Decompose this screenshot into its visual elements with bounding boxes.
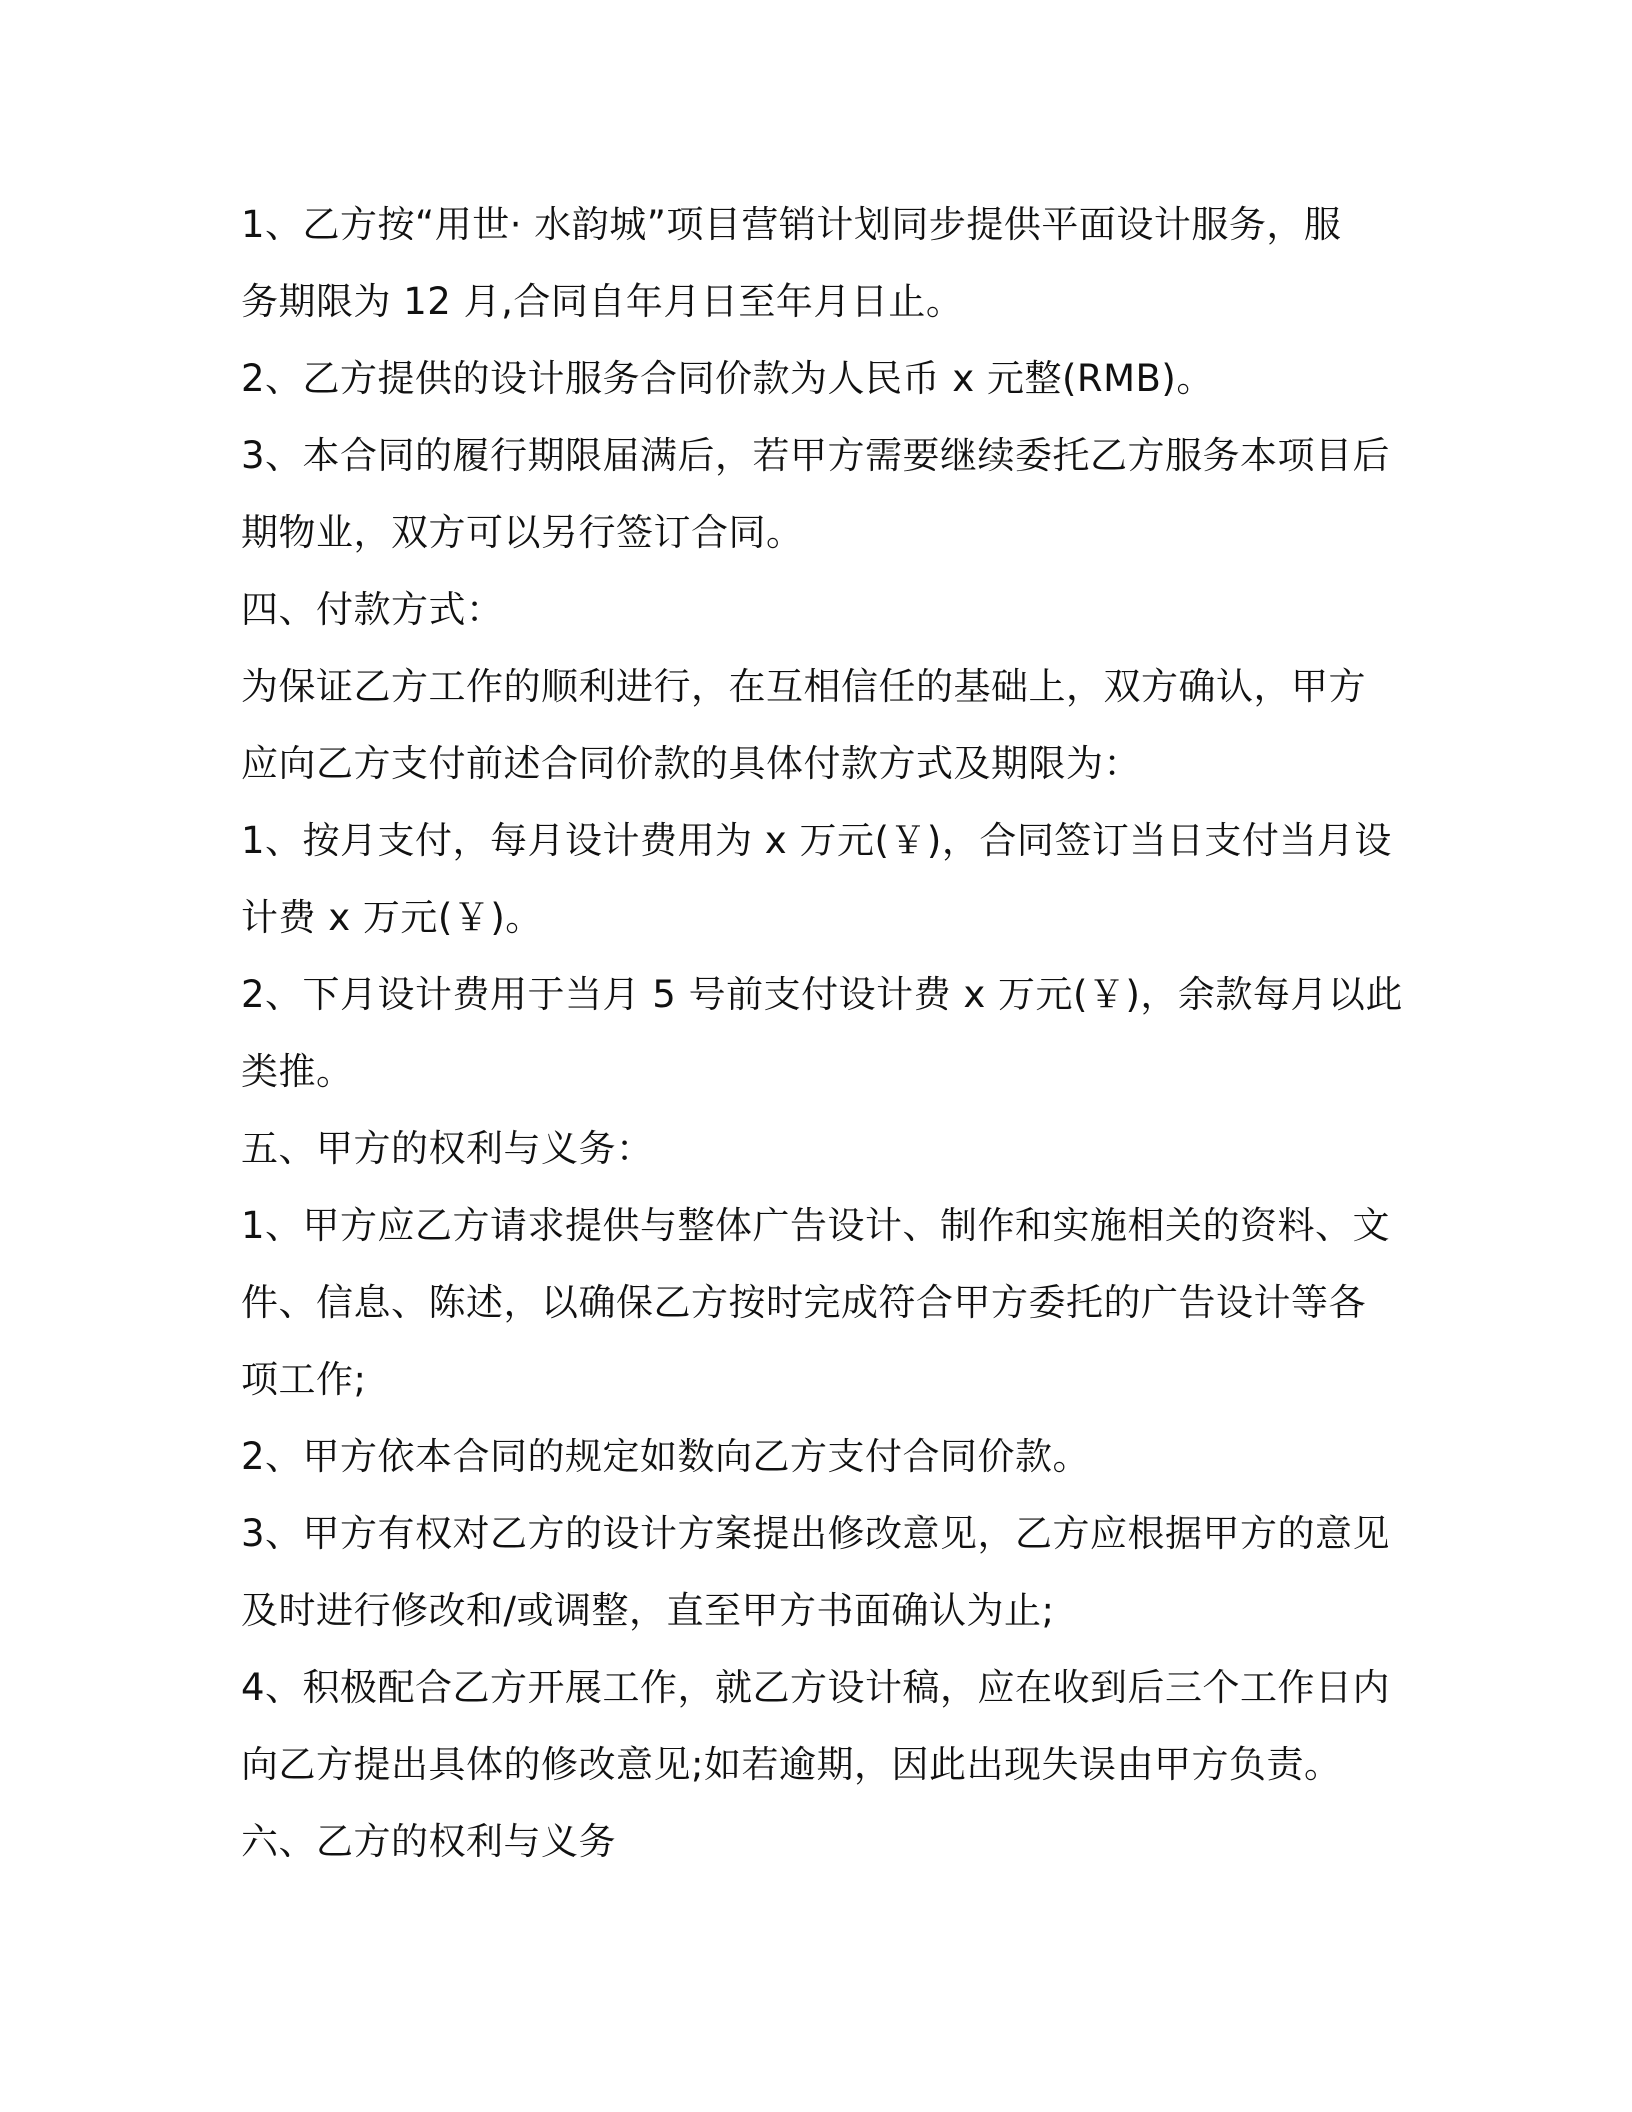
clause-2: 2、乙方提供的设计服务合同价款为人民币 x 元整(RMB)。 (241, 357, 1214, 400)
party-a-clause-3-line-1: 3、甲方有权对乙方的设计方案提出修改意见，乙方应根据甲方的意见 (241, 1512, 1391, 1555)
clause-1-line-1: 1、乙方按“用世· 水韵城”项目营销计划同步提供平面设计服务，服 (241, 203, 1342, 246)
party-a-clause-1-line-1: 1、甲方应乙方请求提供与整体广告设计、制作和实施相关的资料、文 (241, 1204, 1391, 1247)
clause-3-line-1: 3、本合同的履行期限届满后，若甲方需要继续委托乙方服务本项目后 (241, 434, 1391, 477)
payment-intro-line-2: 应向乙方支付前述合同价款的具体付款方式及期限为： (241, 742, 1141, 785)
party-a-clause-4-line-2: 向乙方提出具体的修改意见;如若逾期，因此出现失误由甲方负责。 (241, 1743, 1342, 1786)
party-a-clause-4-line-1: 4、积极配合乙方开展工作，就乙方设计稿，应在收到后三个工作日内 (241, 1666, 1391, 1709)
clause-1-line-2: 务期限为 12 月,合同自年月日至年月日止。 (241, 280, 964, 323)
payment-clause-2-line-2: 类推。 (241, 1050, 354, 1093)
section-heading-party-a: 五、甲方的权利与义务： (241, 1127, 654, 1170)
payment-intro-line-1: 为保证乙方工作的顺利进行，在互相信任的基础上，双方确认，甲方 (241, 665, 1366, 708)
clause-3-line-2: 期物业，双方可以另行签订合同。 (241, 511, 804, 554)
document-body (241, 186, 1403, 1880)
party-a-clause-1-line-2: 件、信息、陈述，以确保乙方按时完成符合甲方委托的广告设计等各 (241, 1281, 1366, 1324)
payment-clause-1-line-1: 1、按月支付，每月设计费用为 x 万元(￥)，合同签订当日支付当月设 (241, 819, 1392, 862)
payment-clause-2-line-1: 2、下月设计费用于当月 5 号前支付设计费 x 万元(￥)，余款每月以此 (241, 973, 1403, 1016)
section-heading-party-b: 六、乙方的权利与义务 (241, 1820, 616, 1863)
party-a-clause-1-line-3: 项工作; (241, 1358, 367, 1401)
party-a-clause-2: 2、甲方依本合同的规定如数向乙方支付合同价款。 (241, 1435, 1091, 1478)
payment-clause-1-line-2: 计费 x 万元(￥)。 (241, 896, 543, 939)
party-a-clause-3-line-2: 及时进行修改和/或调整，直至甲方书面确认为止; (241, 1589, 1055, 1632)
section-heading-payment: 四、付款方式： (241, 588, 504, 631)
